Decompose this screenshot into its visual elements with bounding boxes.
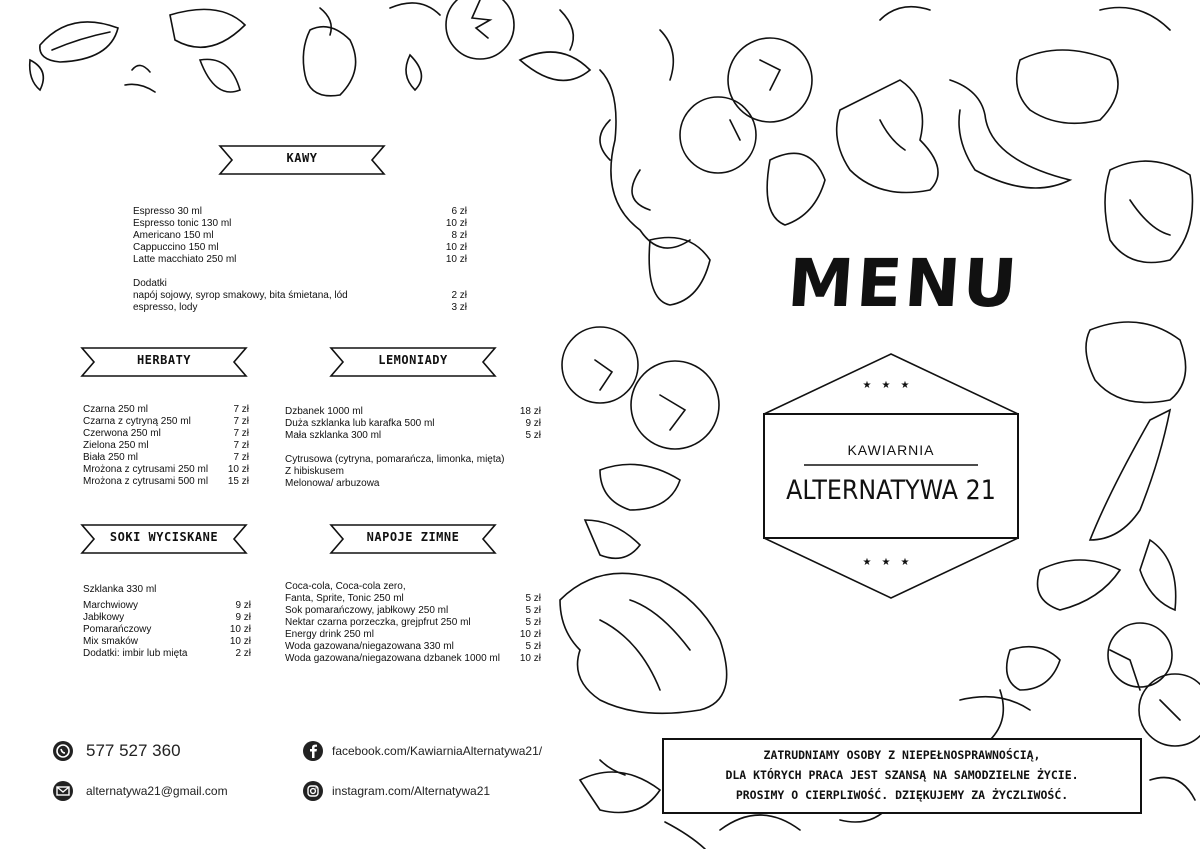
- lemoniady-list: [285, 406, 541, 490]
- soki-note: Szklanka 330 ml: [83, 584, 157, 595]
- instagram-contact[interactable]: [302, 780, 490, 802]
- soki-list: [83, 584, 251, 660]
- logo-stars-top: [760, 380, 1022, 391]
- star-icon: ★: [862, 557, 882, 568]
- cafe-subtitle: KAWIARNIA: [847, 442, 935, 458]
- facebook-contact[interactable]: [302, 740, 542, 762]
- star-icon: ★: [900, 380, 920, 391]
- list-item: Espresso tonic 130 ml 10 zł: [133, 218, 467, 229]
- list-item: Biała 250 ml 7 zł: [83, 452, 249, 463]
- star-icon: ★: [900, 557, 920, 568]
- list-item: Cappuccino 150 ml 10 zł: [133, 242, 467, 253]
- herbaty-list: [83, 404, 249, 488]
- list-item: Dodatki: imbir lub mięta 2 zł: [83, 648, 251, 659]
- facebook-icon: [302, 740, 324, 762]
- logo-stars-bottom: [760, 557, 1022, 568]
- list-item: Marchwiowy 9 zł: [83, 600, 251, 611]
- napoje-list: [285, 581, 541, 665]
- list-item: napój sojowy, syrop smakowy, bita śmietana, lód 2 zł: [133, 290, 467, 301]
- list-item: espresso, lody 3 zł: [133, 302, 467, 313]
- list-item: Z hibiskusem: [285, 466, 344, 477]
- kawy-list: [133, 206, 467, 314]
- notice-line: ZATRUDNIAMY OSOBY Z NIEPEŁNOSPRAWNOŚCIĄ,: [763, 748, 1041, 762]
- extras-heading: Dodatki: [133, 278, 167, 289]
- list-item: Mix smaków 10 zł: [83, 636, 251, 647]
- list-item: Dzbanek 1000 ml 18 zł: [285, 406, 541, 417]
- list-item: Energy drink 250 ml 10 zł: [285, 629, 541, 640]
- star-icon: ★: [881, 380, 901, 391]
- list-item: Coca-cola, Coca-cola zero,: [285, 581, 406, 592]
- herbaty-banner: [80, 342, 248, 382]
- list-item: Mrożona z cytrusami 250 ml 10 zł: [83, 464, 249, 475]
- soki-banner: [80, 519, 248, 559]
- list-item: Latte macchiato 250 ml 10 zł: [133, 254, 467, 265]
- notice-line: DLA KTÓRYCH PRACA JEST SZANSĄ NA SAMODZIELNE ŻYCIE.: [725, 768, 1079, 782]
- list-item: Woda gazowana/niegazowana 330 ml 5 zł: [285, 641, 541, 652]
- email-contact[interactable]: [52, 780, 228, 802]
- list-item: Czarna z cytryną 250 ml 7 zł: [83, 416, 249, 427]
- employment-notice: [662, 738, 1142, 814]
- list-item: Americano 150 ml 8 zł: [133, 230, 467, 241]
- lemoniady-banner: [329, 342, 497, 382]
- napoje-banner: [329, 519, 497, 559]
- facebook-url: facebook.com/KawiarniaAlternatywa21/: [332, 744, 543, 758]
- phone-contact[interactable]: [52, 740, 181, 762]
- herbaty-title: HERBATY: [136, 353, 192, 367]
- list-item: Fanta, Sprite, Tonic 250 ml 5 zł: [285, 593, 541, 604]
- list-item: Mała szklanka 300 ml 5 zł: [285, 430, 541, 441]
- lemoniady-title: LEMONIADY: [378, 353, 448, 367]
- notice-line: PROSIMY O CIERPLIWOŚĆ. DZIĘKUJEMY ZA ŻYCZLIWOŚĆ.: [735, 788, 1069, 802]
- napoje-title: NAPOJE ZIMNE: [366, 530, 460, 544]
- whatsapp-icon: [52, 740, 74, 762]
- list-item: Espresso 30 ml 6 zł: [133, 206, 467, 217]
- phone-number: 577 527 360: [86, 741, 181, 760]
- list-item: Mrożona z cytrusami 500 ml 15 zł: [83, 476, 249, 487]
- email-address: alternatywa21@gmail.com: [86, 784, 228, 798]
- instagram-url: instagram.com/Alternatywa21: [332, 784, 491, 798]
- list-item: Duża szklanka lub karafka 500 ml 9 zł: [285, 418, 541, 429]
- list-item: Cytrusowa (cytryna, pomarańcza, limonka, mięta): [285, 454, 505, 465]
- star-icon: ★: [881, 557, 901, 568]
- kawy-banner: [218, 140, 386, 180]
- email-icon: [52, 780, 74, 802]
- list-item: Pomarańczowy 10 zł: [83, 624, 251, 635]
- list-item: Zielona 250 ml 7 zł: [83, 440, 249, 451]
- cafe-name: ALTERNATYWA 21: [786, 475, 996, 506]
- menu-title: MENU: [785, 245, 1023, 322]
- list-item: Woda gazowana/niegazowana dzbanek 1000 ml 10 zł: [285, 653, 541, 664]
- list-item: Melonowa/ arbuzowa: [285, 478, 380, 489]
- list-item: Nektar czarna porzeczka, grejpfrut 250 ml 5 zł: [285, 617, 541, 628]
- list-item: Czarna 250 ml 7 zł: [83, 404, 249, 415]
- cafe-logo: [760, 352, 1022, 600]
- soki-title: SOKI WYCISKANE: [109, 530, 219, 544]
- kawy-title: KAWY: [286, 151, 318, 165]
- instagram-icon: [302, 780, 324, 802]
- list-item: Czerwona 250 ml 7 zł: [83, 428, 249, 439]
- star-icon: ★: [862, 380, 882, 391]
- list-item: Sok pomarańczowy, jabłkowy 250 ml 5 zł: [285, 605, 541, 616]
- list-item: Jabłkowy 9 zł: [83, 612, 251, 623]
